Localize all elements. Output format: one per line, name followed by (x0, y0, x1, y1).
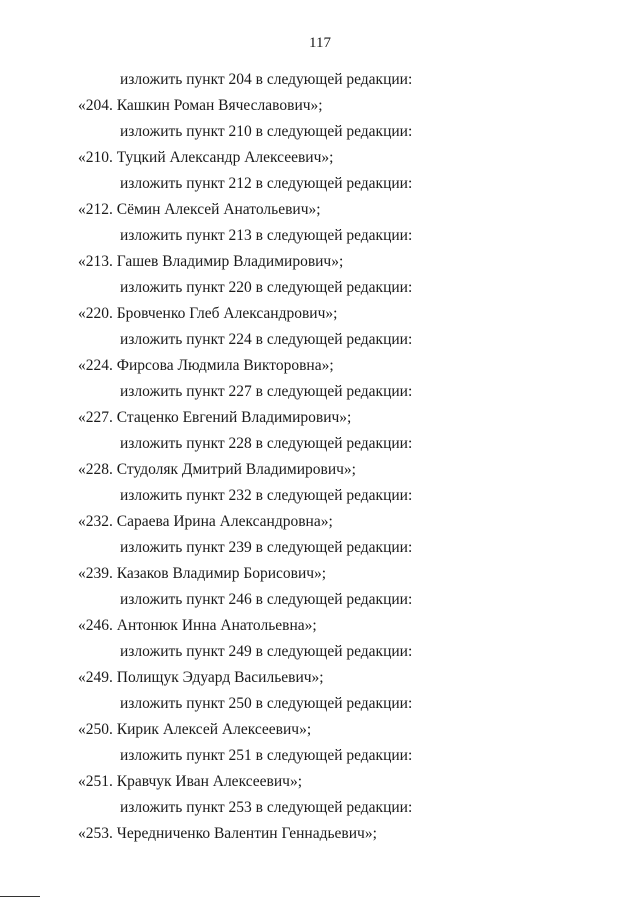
entry-line: «204. Кашкин Роман Вячеславович»; (78, 97, 323, 114)
instruction-line: изложить пункт 232 в следующей редакции: (120, 487, 413, 504)
instruction-line: изложить пункт 224 в следующей редакции: (120, 331, 413, 348)
entry-line: «224. Фирсова Людмила Викторовна»; (78, 357, 334, 374)
entry-line: «220. Бровченко Глеб Александрович»; (78, 305, 338, 322)
instruction-line: изложить пункт 249 в следующей редакции: (120, 643, 413, 660)
entry-line: «253. Чередниченко Валентин Геннадьевич»; (78, 825, 377, 842)
instruction-line: изложить пункт 213 в следующей редакции: (120, 227, 413, 244)
entry-line: «250. Кирик Алексей Алексеевич»; (78, 721, 312, 738)
instruction-line: изложить пункт 204 в следующей редакции: (120, 71, 413, 88)
entry-line: «227. Стаценко Евгений Владимирович»; (78, 409, 352, 426)
instruction-line: изложить пункт 228 в следующей редакции: (120, 435, 413, 452)
document-body (0, 67, 640, 847)
instruction-line: изложить пункт 227 в следующей редакции: (120, 383, 413, 400)
entry-line: «210. Туцкий Александр Алексеевич»; (78, 149, 334, 166)
entry-line: «228. Студоляк Дмитрий Владимирович»; (78, 461, 356, 478)
entry-line: «213. Гашев Владимир Владимирович»; (78, 253, 344, 270)
instruction-line: изложить пункт 250 в следующей редакции: (120, 695, 413, 712)
entry-line: «212. Сёмин Алексей Анатольевич»; (78, 201, 321, 218)
instruction-line: изложить пункт 246 в следующей редакции: (120, 591, 413, 608)
instruction-line: изложить пункт 251 в следующей редакции: (120, 747, 413, 764)
entry-line: «251. Кравчук Иван Алексеевич»; (78, 773, 303, 790)
page-number: 117 (309, 35, 331, 51)
instruction-line: изложить пункт 210 в следующей редакции: (120, 123, 413, 140)
entry-line: «239. Казаков Владимир Борисович»; (78, 565, 327, 582)
entry-line: «232. Сараева Ирина Александровна»; (78, 513, 333, 530)
footnote-separator (0, 896, 40, 897)
instruction-line: изложить пункт 220 в следующей редакции: (120, 279, 413, 296)
instruction-line: изложить пункт 253 в следующей редакции: (120, 799, 413, 816)
entry-line: «246. Антонюк Инна Анатольевна»; (78, 617, 317, 634)
entry-line: «249. Полищук Эдуард Васильевич»; (78, 669, 324, 686)
instruction-line: изложить пункт 239 в следующей редакции: (120, 539, 413, 556)
instruction-line: изложить пункт 212 в следующей редакции: (120, 175, 413, 192)
